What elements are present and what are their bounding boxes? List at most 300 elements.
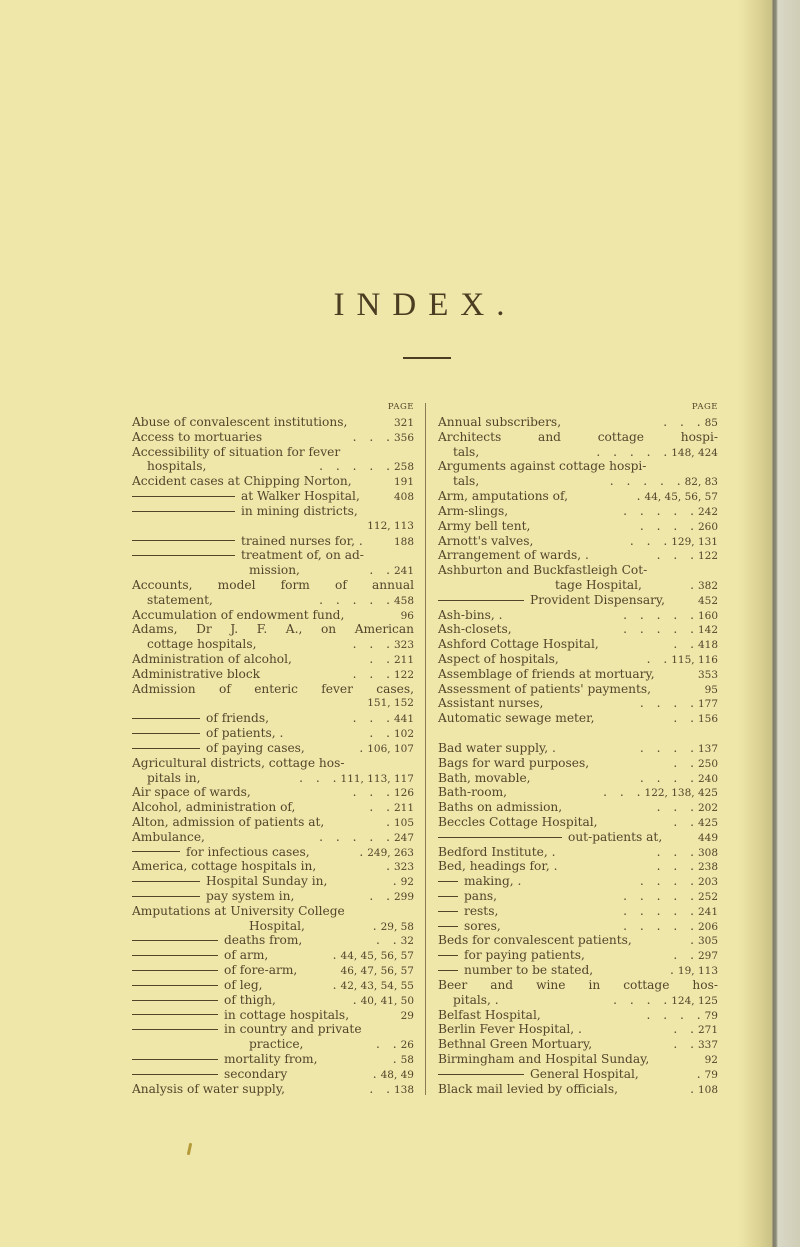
entry-text: of fore-arm, [224, 963, 298, 978]
page-numbers: 449 [697, 831, 718, 844]
page-numbers: 44, 45, 56, 57 [340, 950, 414, 963]
index-entry-line [438, 578, 718, 593]
index-entry-line [132, 637, 414, 652]
ditto-dash [438, 837, 562, 838]
entry-text: Bed, headings for, . [438, 859, 558, 874]
entry-text: pay system in, [206, 889, 295, 903]
index-entries [132, 415, 414, 1096]
page-numbers: 105 [393, 816, 414, 829]
index-entry-line [438, 1022, 718, 1037]
page-numbers: 58 [400, 1053, 414, 1066]
leader-dots: . . [673, 948, 694, 963]
leader-dots: . . [369, 563, 390, 578]
page-numbers: 46, 47, 56, 57 [340, 965, 414, 978]
index-entry-line [438, 741, 718, 756]
leader-dots: . [670, 963, 674, 978]
index-column-left [132, 400, 414, 1096]
page-numbers: 156 [697, 713, 718, 726]
entry-text: Administration of alcohol, [132, 652, 292, 666]
page-numbers: 122, 138, 425 [644, 787, 718, 800]
index-entry-line [438, 696, 718, 711]
entry-text: pitals in, [147, 770, 201, 785]
page-numbers: 32 [400, 935, 414, 948]
page-numbers: 160 [697, 609, 718, 622]
page-numbers: 241 [697, 905, 718, 918]
ditto-dash [132, 511, 235, 512]
index-entry-line [132, 622, 414, 637]
page-numbers: 260 [697, 520, 718, 533]
leader-dots: . . . [352, 666, 390, 681]
leader-dots: . [386, 859, 390, 874]
ditto-dash [132, 1059, 218, 1060]
entry-text: of thigh, [224, 992, 276, 1007]
entry-text: trained nurses for, . [241, 533, 363, 548]
index-entry-line [438, 978, 718, 993]
leader-dots: . . . [629, 533, 668, 548]
index-entry-line [438, 800, 718, 815]
index-entry-line [132, 859, 414, 874]
index-entry-line [438, 489, 718, 504]
entry-text: Beccles Cottage Hospital, [438, 814, 598, 829]
page-numbers: 92 [400, 876, 414, 889]
entry-text: Berlin Fever Hospital, . [438, 1022, 582, 1037]
page-numbers: 29 [400, 1009, 414, 1022]
page-numbers: 211 [393, 802, 414, 815]
index-entry-line [132, 1052, 414, 1067]
index-entry-line [438, 667, 718, 682]
page-numbers: 92 [704, 1053, 718, 1066]
ditto-dash [132, 970, 218, 971]
entry-text: tals, [453, 474, 480, 489]
page-numbers: 238 [697, 861, 718, 874]
page-numbers: 124, 125 [671, 994, 718, 1007]
leader-dots: . [636, 489, 641, 504]
entry-text: Ashburton and Buckfastleigh Cot- [438, 563, 648, 578]
entry-text: making, . [464, 874, 522, 889]
index-entry-line [132, 578, 414, 593]
column-divider [425, 403, 426, 1095]
entry-text: Analysis of water supply, [132, 1081, 285, 1096]
entry-text: Arnott's valves, [438, 533, 534, 548]
index-entry-line [132, 1008, 414, 1023]
page-numbers: 111, 113, 117 [340, 772, 414, 785]
page-numbers: 356 [393, 431, 414, 444]
entry-text: General Hospital, [530, 1066, 639, 1081]
entry-text: pans, [464, 889, 498, 903]
entry-text: out-patients at, [568, 829, 663, 844]
ditto-dash [132, 851, 180, 852]
page-numbers: 250 [697, 757, 718, 770]
page-numbers: 137 [697, 742, 718, 755]
index-entry-line [132, 430, 414, 445]
page-numbers: 106, 107 [367, 742, 414, 755]
index-entry-line [132, 741, 414, 756]
entry-text: hospitals, [147, 459, 207, 474]
leader-dots: . . [646, 652, 668, 666]
entry-text: Hospital Sunday in, [206, 874, 328, 889]
page-numbers: 408 [393, 491, 414, 504]
entry-text: Amputations at University College [132, 903, 345, 918]
entry-text: pitals, . [453, 992, 499, 1007]
page-column-header: PAGE [691, 402, 718, 412]
ditto-dash [132, 955, 218, 956]
index-entry-line [132, 771, 414, 786]
index-entry-line [438, 874, 718, 889]
ditto-dash [132, 555, 235, 556]
page-numbers: 122 [697, 550, 718, 563]
entry-text: Baths on admission, [438, 800, 563, 815]
index-entry-line [132, 963, 414, 978]
index-entry-line [438, 608, 718, 623]
entry-text: in country and private [224, 1022, 362, 1037]
page-numbers: 258 [393, 461, 414, 474]
ditto-dash [132, 1029, 218, 1030]
leader-dots: . . . [656, 548, 694, 563]
entry-text: number to be stated, [464, 963, 594, 978]
entry-text: Accumulation of endowment fund, [132, 607, 345, 622]
ditto-dash [438, 1074, 524, 1075]
page-numbers: 82, 83 [684, 476, 718, 489]
page-numbers: 353 [697, 668, 718, 681]
index-entry-line [132, 874, 414, 889]
leader-dots: . . [376, 933, 397, 948]
page-numbers: 252 [697, 891, 718, 903]
ditto-dash [132, 718, 200, 719]
leader-dots: . . [673, 755, 694, 770]
ditto-dash [132, 733, 200, 734]
entry-text: Abuse of convalescent institutions, [132, 415, 348, 429]
index-entry-line [132, 519, 414, 534]
page-numbers: 321 [393, 417, 414, 429]
index-entry-line [132, 830, 414, 845]
leader-dots: . . . . [639, 874, 694, 889]
leader-dots: . [352, 992, 357, 1007]
ditto-dash [132, 540, 235, 541]
index-entry-line [132, 1082, 414, 1097]
page-numbers: 337 [697, 1039, 718, 1052]
page-numbers: 240 [697, 772, 718, 785]
page-numbers: 425 [697, 816, 718, 829]
index-entry-line [132, 459, 414, 474]
index-entry-line [438, 889, 718, 904]
entry-text: Accident cases at Chipping Norton, [132, 474, 352, 489]
index-entry-line [438, 1052, 718, 1067]
book-binding-edge [738, 0, 800, 1247]
page-numbers: 129, 131 [671, 535, 718, 548]
entry-text: Bags for ward purposes, [438, 755, 590, 770]
index-entry-line [132, 682, 414, 697]
ditto-dash [132, 1000, 218, 1001]
entry-text: Ash-bins, . [438, 607, 503, 622]
index-entry-line [438, 1082, 718, 1097]
leader-dots: . . . . [639, 770, 694, 785]
entry-text: Accessibility of situation for fever [132, 444, 341, 459]
index-entry-line [132, 726, 414, 741]
page-numbers: 79 [704, 1009, 718, 1022]
index-entry-line [438, 1008, 718, 1023]
page-numbers: 202 [697, 802, 718, 815]
leader-dots: . . . . [639, 696, 694, 711]
leader-dots: . . . . . [623, 503, 694, 518]
page-numbers: 458 [393, 594, 414, 607]
page-column-header: PAGE [387, 402, 414, 412]
leader-dots: . . . [352, 637, 390, 652]
index-entry-line [132, 608, 414, 623]
page-numbers: 19, 113 [677, 965, 718, 978]
entry-text: Bath, movable, [438, 770, 531, 785]
page-numbers: 29, 58 [380, 920, 414, 933]
ink-mark [187, 1143, 192, 1155]
index-entry-line [438, 771, 718, 786]
index-entry-line [438, 963, 718, 978]
entry-text: mortality from, [224, 1051, 318, 1066]
index-entry-line [132, 504, 414, 519]
page-numbers: 79 [704, 1068, 718, 1081]
index-entry-line [438, 637, 718, 652]
page-numbers: 122 [393, 668, 414, 681]
entry-text: Bad water supply, . [438, 740, 556, 755]
page-numbers: 148, 424 [671, 446, 718, 459]
leader-dots: . [332, 948, 337, 963]
page-numbers: 323 [393, 639, 414, 652]
entry-text: Automatic sewage meter, [438, 711, 595, 726]
index-entry-line [438, 622, 718, 637]
entry-text: Arm-slings, [438, 503, 509, 518]
entry-text: tals, [453, 444, 480, 459]
entry-text: Belfast Hospital, [438, 1007, 541, 1022]
ditto-dash [132, 896, 200, 897]
entry-text: Adams, Dr J. F. A., on American [132, 622, 414, 637]
leader-dots: . . . . . [623, 622, 694, 637]
entry-text: Ambulance, [132, 829, 205, 844]
entry-text: secondary [224, 1066, 288, 1081]
leader-dots: . . . . [639, 740, 694, 755]
index-entry-line [438, 1067, 718, 1082]
page-numbers: 151, 152 [367, 697, 414, 710]
page-numbers: 42, 43, 54, 55 [340, 979, 414, 992]
index-entry-line [438, 430, 718, 445]
page-numbers: 441 [393, 713, 414, 726]
index-entry-line [132, 919, 414, 934]
entry-text: Assessment of patients' payments, [438, 681, 652, 696]
index-entry-line [132, 756, 414, 771]
entry-text: at Walker Hospital, [241, 489, 360, 504]
title-rule [403, 357, 451, 359]
index-entries [438, 415, 718, 1096]
index-entry-line [132, 563, 414, 578]
page-numbers: 48, 49 [380, 1068, 414, 1081]
leader-dots: . . [673, 814, 694, 829]
page-numbers: 241 [393, 565, 414, 578]
entry-text: Ashford Cottage Hospital, [438, 637, 599, 652]
index-entry-line [438, 593, 718, 608]
entry-text: of patients, . [206, 726, 284, 741]
entry-text: Beds for convalescent patients, [438, 933, 632, 948]
leader-dots: . . . . . [319, 592, 390, 607]
index-entry-line [132, 889, 414, 904]
entry-text: mission, [249, 563, 300, 578]
ditto-dash [438, 881, 458, 882]
index-entry-line [438, 445, 718, 460]
ditto-dash [438, 896, 458, 897]
leader-dots: . . . . [639, 518, 694, 533]
page-numbers: 102 [393, 728, 414, 741]
index-entry-line [438, 504, 718, 519]
entry-text: Admission of enteric fever cases, [132, 681, 414, 696]
index-entry-line [132, 696, 414, 711]
entry-text: Ash-closets, [438, 622, 512, 637]
index-entry-line [132, 445, 414, 460]
page-numbers: 112, 113 [367, 519, 414, 532]
page-numbers: 40, 41, 50 [360, 994, 414, 1007]
entry-text: of arm, [224, 948, 269, 963]
leader-dots: . . . [603, 785, 641, 800]
ditto-dash [438, 970, 458, 971]
entry-text: Agricultural districts, cottage hos- [132, 755, 345, 770]
page-numbers: 308 [697, 846, 718, 859]
entry-text: of paying cases, [206, 740, 305, 755]
entry-text: Hospital, [249, 918, 305, 933]
entry-text: Assistant nurses, [438, 696, 544, 711]
leader-dots: . . [369, 889, 390, 903]
leader-dots: . . . . . [623, 918, 694, 933]
index-entry-line [438, 682, 718, 697]
ditto-dash [132, 496, 235, 497]
leader-dots: . . . . . [319, 459, 390, 474]
entry-text: Administrative block [132, 666, 261, 681]
ditto-dash [438, 600, 524, 601]
entry-text: sores, [464, 918, 501, 933]
leader-dots: . . . [352, 711, 390, 726]
page-numbers: 418 [697, 639, 718, 652]
page-numbers: 242 [697, 505, 718, 518]
leader-dots: . . . . . [623, 889, 694, 903]
page-numbers: 188 [393, 535, 414, 548]
index-entry-line [438, 933, 718, 948]
page-numbers: 138 [393, 1083, 414, 1096]
ditto-dash [132, 940, 218, 941]
leader-dots: . . . . [613, 992, 668, 1007]
page-numbers: 191 [393, 476, 414, 489]
index-entry-line [438, 919, 718, 934]
leader-dots: . [690, 933, 694, 948]
index-entry-line [438, 785, 718, 800]
index-entry-line [132, 489, 414, 504]
index-entry-line [132, 548, 414, 563]
index-entry-line [438, 1037, 718, 1052]
leader-dots: . . . [656, 800, 694, 815]
leader-dots: . . [673, 1022, 694, 1037]
index-entry-line [438, 519, 718, 534]
index-entry-line [438, 993, 718, 1008]
leader-dots: . [392, 874, 397, 889]
index-column-right [438, 400, 718, 1096]
page-numbers: 115, 116 [671, 654, 718, 666]
entry-text: Air space of wards, [132, 785, 251, 800]
index-entry-line [438, 756, 718, 771]
leader-dots: . [392, 1051, 397, 1066]
index-entry-line [438, 415, 718, 430]
leader-dots: . . . . . [596, 444, 668, 459]
leader-dots: . [690, 1081, 694, 1096]
index-entry-line [438, 845, 718, 860]
entry-text: Annual subscribers, [438, 415, 562, 429]
page-title: INDEX. [333, 287, 517, 323]
index-entry-line [132, 474, 414, 489]
page-numbers: 247 [393, 831, 414, 844]
entry-text: tage Hospital, [555, 577, 642, 592]
index-entry-line [132, 652, 414, 667]
page-numbers: 177 [697, 698, 718, 711]
index-entry-line [438, 474, 718, 489]
page-numbers: 452 [697, 594, 718, 607]
ditto-dash [132, 1014, 218, 1015]
entry-text: statement, [147, 592, 213, 607]
page-numbers: 96 [400, 609, 414, 622]
entry-text: Bath-room, [438, 785, 508, 800]
page-numbers: 95 [704, 683, 718, 696]
index-entry-line [132, 1037, 414, 1052]
page-numbers: 382 [697, 579, 718, 592]
index-entry-line [132, 711, 414, 726]
page-numbers: 108 [697, 1083, 718, 1096]
page-numbers: 206 [697, 920, 718, 933]
ditto-dash [132, 1074, 218, 1075]
entry-text: Alton, admission of patients at, [132, 814, 325, 829]
index-entry-line [132, 904, 414, 919]
leader-dots: . . [673, 637, 694, 652]
leader-dots: . . [673, 711, 694, 726]
index-entry-line [132, 593, 414, 608]
ditto-dash [438, 911, 458, 912]
leader-dots: . . [369, 652, 390, 666]
entry-text: in mining districts, [241, 503, 358, 518]
ditto-dash [438, 926, 458, 927]
index-entry-line [438, 830, 718, 845]
entry-text: Bedford Institute, . [438, 844, 556, 859]
index-entry-line [132, 845, 414, 860]
entry-text: deaths from, [224, 933, 303, 948]
leader-dots: . . [376, 1037, 397, 1052]
page-numbers: 249, 263 [367, 846, 414, 859]
entry-text: Assemblage of friends at mortuary, [438, 666, 655, 681]
index-entry-line [438, 726, 718, 741]
index-entry-line [132, 933, 414, 948]
page-numbers: 203 [697, 876, 718, 889]
entry-text: rests, [464, 903, 499, 918]
entry-text: Birmingham and Hospital Sunday, [438, 1051, 650, 1066]
entry-text: for infectious cases, [186, 844, 310, 859]
index-entry-line [132, 667, 414, 682]
leader-dots: . [332, 977, 337, 992]
leader-dots: . . [369, 1081, 390, 1096]
index-entry-line [438, 815, 718, 830]
leader-dots: . . . [352, 785, 390, 800]
index-entry-line [132, 948, 414, 963]
page-numbers: 26 [400, 1039, 414, 1052]
page-numbers: 299 [393, 891, 414, 903]
entry-text: practice, [249, 1037, 304, 1052]
leader-dots: . . . [663, 415, 701, 429]
page-numbers: 142 [697, 624, 718, 637]
ditto-dash [438, 955, 458, 956]
entry-text: Arguments against cottage hospi- [438, 459, 647, 474]
page-numbers: 297 [697, 950, 718, 963]
leader-dots: . . [369, 800, 390, 815]
entry-text: Beer and wine in cottage hos- [438, 977, 718, 992]
leader-dots: . [359, 844, 364, 859]
leader-dots: . . [369, 726, 390, 741]
